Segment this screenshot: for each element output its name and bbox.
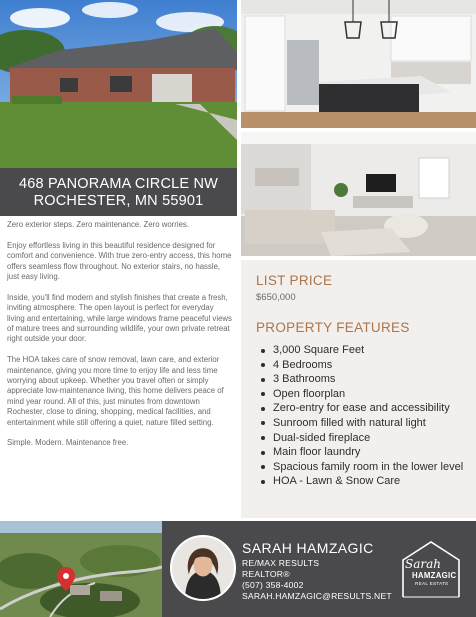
agent-email: SARAH.HAMZAGIC@RESULTS.NET [242, 591, 392, 601]
property-description [7, 220, 233, 459]
feature-item: 3,000 Square Feet [259, 343, 471, 358]
aerial-map-photo [0, 521, 162, 617]
agent-logo [400, 540, 462, 598]
info-panel [241, 260, 476, 518]
feature-item: Main floor laundry [259, 445, 471, 460]
feature-item: 4 Bedrooms [259, 358, 471, 373]
feature-item: Sunroom filled with natural light [259, 416, 471, 431]
logo-surname-text: HAMZAGIC [412, 571, 457, 580]
feature-item: Dual-sided fireplace [259, 431, 471, 446]
agent-name: SARAH HAMZAGIC [242, 540, 374, 556]
list-price-heading: LIST PRICE [256, 273, 333, 288]
feature-item: HOA - Lawn & Snow Care [259, 474, 471, 489]
address-banner [0, 168, 237, 216]
agent-phone: (507) 358-4002 [242, 580, 304, 590]
kitchen-photo [241, 0, 476, 128]
feature-item: 3 Bathrooms [259, 372, 471, 387]
agent-avatar [170, 535, 236, 601]
description-paragraph: Simple. Modern. Maintenance free. [7, 438, 129, 448]
exterior-photo [0, 0, 237, 168]
property-features-heading: PROPERTY FEATURES [256, 320, 410, 335]
agent-title: REALTOR® [242, 569, 290, 579]
list-price-value: $650,000 [256, 292, 296, 303]
description-paragraph: Enjoy effortless living in this beautiful residence designed for comfort and convenience. With true zero-entry access, this home offers seamless flow throughout. No exterior stairs, no hassle, just easy living. [7, 240, 232, 282]
feature-item: Open floorplan [259, 387, 471, 402]
logo-script-text: Sarah [405, 557, 441, 571]
address-line-1: 468 PANORAMA CIRCLE NW [18, 176, 219, 192]
feature-item: Zero-entry for ease and accessibility [259, 401, 471, 416]
living-room-photo [241, 132, 476, 256]
agent-brokerage: RE/MAX RESULTS [242, 558, 320, 568]
description-paragraph: Inside, you'll find modern and stylish finishes that create a fresh, inviting atmosphere. The open layout is perfect for everyday living and entertaining, while large windows frame peaceful views of mature trees and surrounding wildlife, your own private retreat right outside your door. [7, 292, 232, 344]
features-list [259, 343, 471, 489]
logo-tagline-text: REAL ESTATE [415, 581, 449, 586]
address-line-2: ROCHESTER, MN 55901 [33, 193, 204, 209]
description-paragraph: The HOA takes care of snow removal, lawn care, and exterior maintenance, giving you more time to enjoy life and less time worrying about upkeep. Whether you travel often or simply appreciate low-maintenance living, this home delivers peace of mind year round. All of this, just minutes from downtown Rochester, close to dining, shopping, medical facilities, and entertainment while still offering a quiet, nature filled setting. [7, 355, 224, 427]
agent-footer [162, 521, 476, 617]
feature-item: Spacious family room in the lower level [259, 460, 471, 475]
description-paragraph: Zero exterior steps. Zero maintenance. Zero worries. [7, 220, 189, 229]
